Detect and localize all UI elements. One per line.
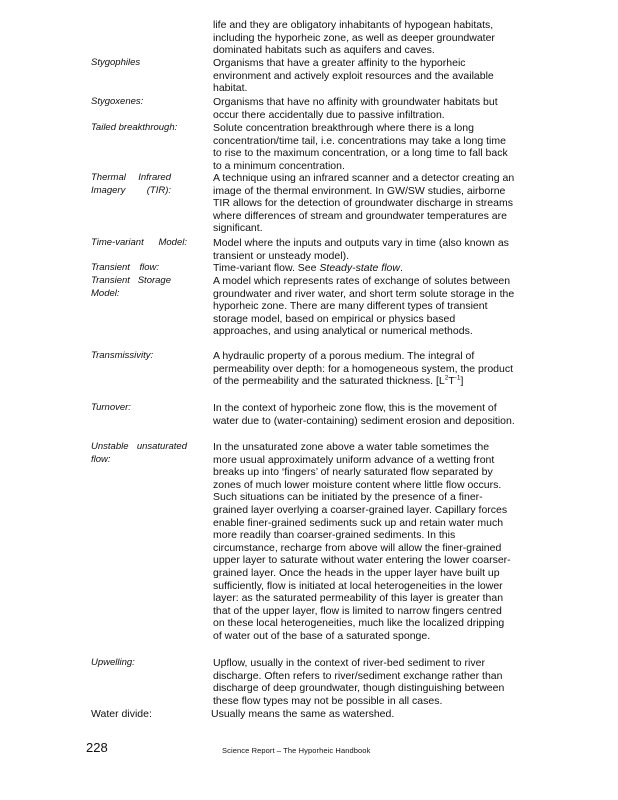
term: Transmissivity: [91, 350, 154, 361]
term: Transient flow: [91, 262, 159, 273]
definition: Usually means the same as watershed. [211, 708, 395, 720]
term: Unstable unsaturated flow: [91, 441, 187, 465]
unit-symbol: T [448, 375, 455, 388]
definition: Solute concentration breakthrough where there is a long concentration/time tail, i.e. concentrations may take a long time to rise to the maximum concentration, or a long time to fall back to a minimum concentration. [213, 122, 508, 172]
term: Stygophiles [91, 57, 141, 68]
term: Stygoxenes: [91, 96, 144, 107]
definition: In the unsaturated zone above a water table sometimes the more usual approximately uniform advance of a wetting front breaks up into ‘fingers’ of nearly saturated flow separated by zones of much lower moisture content where little flow occurs. Such situations can be initiated by the presence of a finer-grained layer overlying a coarser-grained layer. Capillary forces enable finer-grained sediments suck up and retain water much more readily than coarser-grained sediments. In this circumstance, recharge from above will allow the finer-grained upper layer to saturate without water entering the lower coarser-grained layer. Once the heads in the upper layer have built up sufficiently, flow is initiated at local heterogeneities in the lower layer: as the saturated permeability of this layer is greater than that of the upper layer, flow is limited to narrow fingers centred on these local heterogeneities, much like the localized dripping of water out of the base of a saturated sponge. [213, 441, 511, 642]
definition-text: Time-variant flow. See [213, 262, 317, 274]
definition [213, 350, 515, 388]
term: Tailed breakthrough: [91, 122, 178, 133]
term: Time-variant Model: [91, 237, 187, 248]
page-number: 228 [86, 740, 108, 755]
definition: A model which represents rates of exchange of solutes between groundwater and river water, and short term solute storage in the hyporheic zone. There are many different types of transient storage model, based on empirical or physics based approaches, and using analytical or numerical methods. [213, 275, 515, 338]
definition-text: A hydraulic property of a porous medium. The integral of permeability over depth: for a homogeneous system, the product of the permeability and the saturated thickness. [L [213, 350, 513, 388]
definition: Model where the inputs and outputs vary in time (also known as transient or unsteady model). [213, 237, 509, 262]
running-footer-title: Science Report – The Hyporheic Handbook [222, 746, 371, 755]
see-also-link: Steady-state flow [319, 262, 400, 274]
term: Transient Storage Model: [91, 275, 171, 299]
definition: In the context of hyporheic zone flow, this is the movement of water due to (water-containing) sediment erosion and deposition. [213, 402, 515, 427]
definition [213, 262, 515, 275]
term: Thermal Infrared Imagery (TIR): [91, 172, 171, 196]
definition-end: . [399, 262, 403, 274]
term: Water divide: [91, 708, 152, 720]
definition: Upflow, usually in the context of river-bed sediment to river discharge. Often refers to river/sediment exchange rather than discharge of deep groundwater, though distinguishing between these flow types may not be possible in all cases. [213, 657, 505, 707]
definition: A technique using an infrared scanner and a detector creating an image of the thermal environment. In GW/SW studies, airborne TIR allows for the detection of groundwater discharge in streams where differences of stream and groundwater temperatures are significant. [213, 172, 515, 235]
unit-end: ] [460, 375, 464, 388]
term: Turnover: [91, 402, 131, 413]
superscript: -1 [454, 374, 461, 382]
definition: Organisms that have no affinity with groundwater habitats but occur there accidentally due to passive infiltration. [213, 96, 498, 121]
continuation-text: life and they are obligatory inhabitants of hypogean habitats, including the hyporheic zone, as well as deeper groundwater dominated habitats such as aquifers and caves. [213, 19, 495, 57]
superscript: 2 [444, 374, 449, 382]
definition: Organisms that have a greater affinity to the hyporheic environment and actively exploit resources and the available habitat. [213, 57, 494, 95]
term: Upwelling: [91, 657, 135, 668]
